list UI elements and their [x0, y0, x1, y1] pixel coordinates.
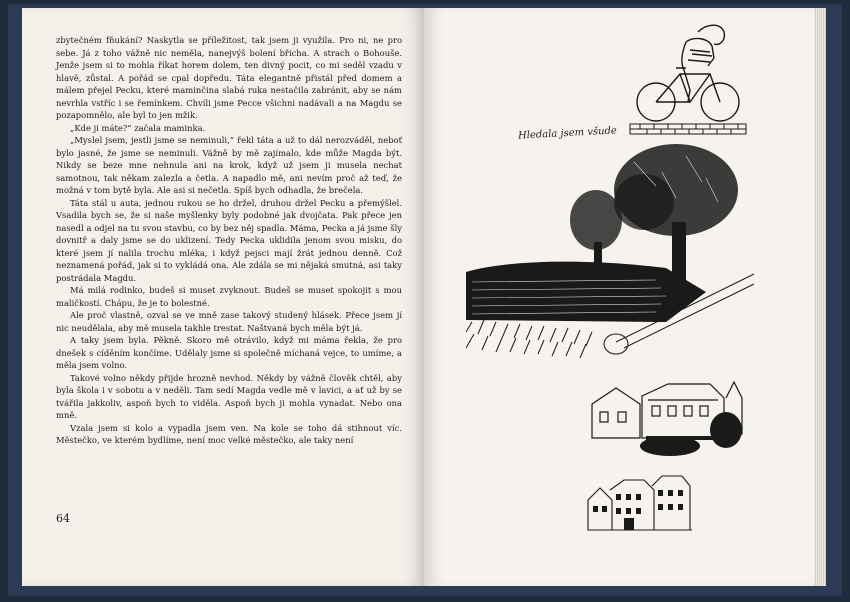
handwritten-caption: Hledala jsem všude — [517, 125, 618, 142]
paragraph: Ale proč vlastně, ozval se ve mně zase takový studený hlásek. Přece jsem jí nic neudělala, aby mě musela takhle trestat. Naštvaná bych měla být já. — [56, 310, 402, 333]
paragraph: A taky jsem byla. Pěkně. Skoro mě otrávilo, když mi máma řekla, že pro dnešek s cíděním končíme. Udělaly jsme si společně míchaná vejce, to umíme, a měla jsem volno. — [56, 335, 402, 370]
paragraph: Má milá rodinko, budeš si muset zvyknout. Budeš se muset spokojit s mou maličkostí. Chápu, že je to bolestné. — [56, 285, 402, 308]
cyclist-illustration — [628, 14, 750, 138]
body-text — [56, 34, 402, 447]
paragraph: „Kde ji máte?“ začala maminka. — [70, 122, 206, 133]
houses-illustration — [586, 374, 750, 464]
paragraph: Táta stál u auta, jednou rukou se ho držel, druhou držel Pecku a přemýšlel. Vsadila bych se, že si naše myšlenky byly podobné jak dvojčata. Pak přece jen nasedl a odjel na tu svou stavbu, co by bez něj spadla. Máma, Pecka a já jsme šly dovnitř a daly jsme se do uklizení. Tedy Pecka uklidila jenom svou misku, do které jsem jí nalila trochu mléka, i když pejsci mají žrát jednou denně. Což neznamená pořád, jak si to vykládá ona. Ale zdála se mi nějaká smutná, asi taky postrádala Magdu. — [56, 197, 402, 283]
town-illustration — [584, 470, 696, 534]
paragraph: „Myslel jsem, jestli jsme se neminuli,“ řekl táta a už to dál nerozváděl, neboť bylo jasné, že jsme se neminuli. Vážně by mě zajímalo, kde může Magda být. Nikdy se beze mne nehnula ani na krok, když už jsem ji musela nechat samotnou, tak někam zalezla a četla. A napadlo mě, ani nevím proč až teď, že možná v tom bytě byla. Ale asi si nečetla. Spíš bych odhadla, že brečela. — [56, 135, 402, 195]
page-number: 64 — [56, 512, 70, 525]
paragraph: zbytečném fňukání? Naskytla se příležitost, tak jsem ji využila. Pro ni, ne pro sebe. Já z toho vážně nic neměla, nanejvýš bolení břicha. A strach o Bohouše. Jenže jsem si to mohla říkat horem dolem, ten divný pocit, co mi seděl vzadu v hlavě, zůstal. A pořád se cpal dopředu. Táta elegantně přistál před domem a málem přejel Pecku, které maminčina slabá ruka nestačila zabránit, aby se nám nevrhla vstříc i se řemínkem. Chvíli jsme Pecce všichni nadávali a na Magdu se pozapomnělo, ale byl to jen mžik. — [56, 35, 402, 120]
landscape-illustration — [466, 142, 756, 364]
paragraph: Takové volno někdy přijde hrozně nevhod. Někdy by vážně člověk chtěl, aby byla škola i v sobotu a v neděli. Tam sedí Magda vedle mě v lavici, a ať už by se tvářila jakkoliv, aspoň bych to viděla. Aspoň bych ji mohla vynadat. Nebo ona mně. — [56, 372, 402, 420]
paragraph: Vzala jsem si kolo a vypadla jsem ven. Na kole se toho dá stihnout víc. Městečko, ve kterém bydlíme, není moc velké městečko, ale taky není — [56, 422, 402, 445]
page-edges — [814, 8, 826, 586]
